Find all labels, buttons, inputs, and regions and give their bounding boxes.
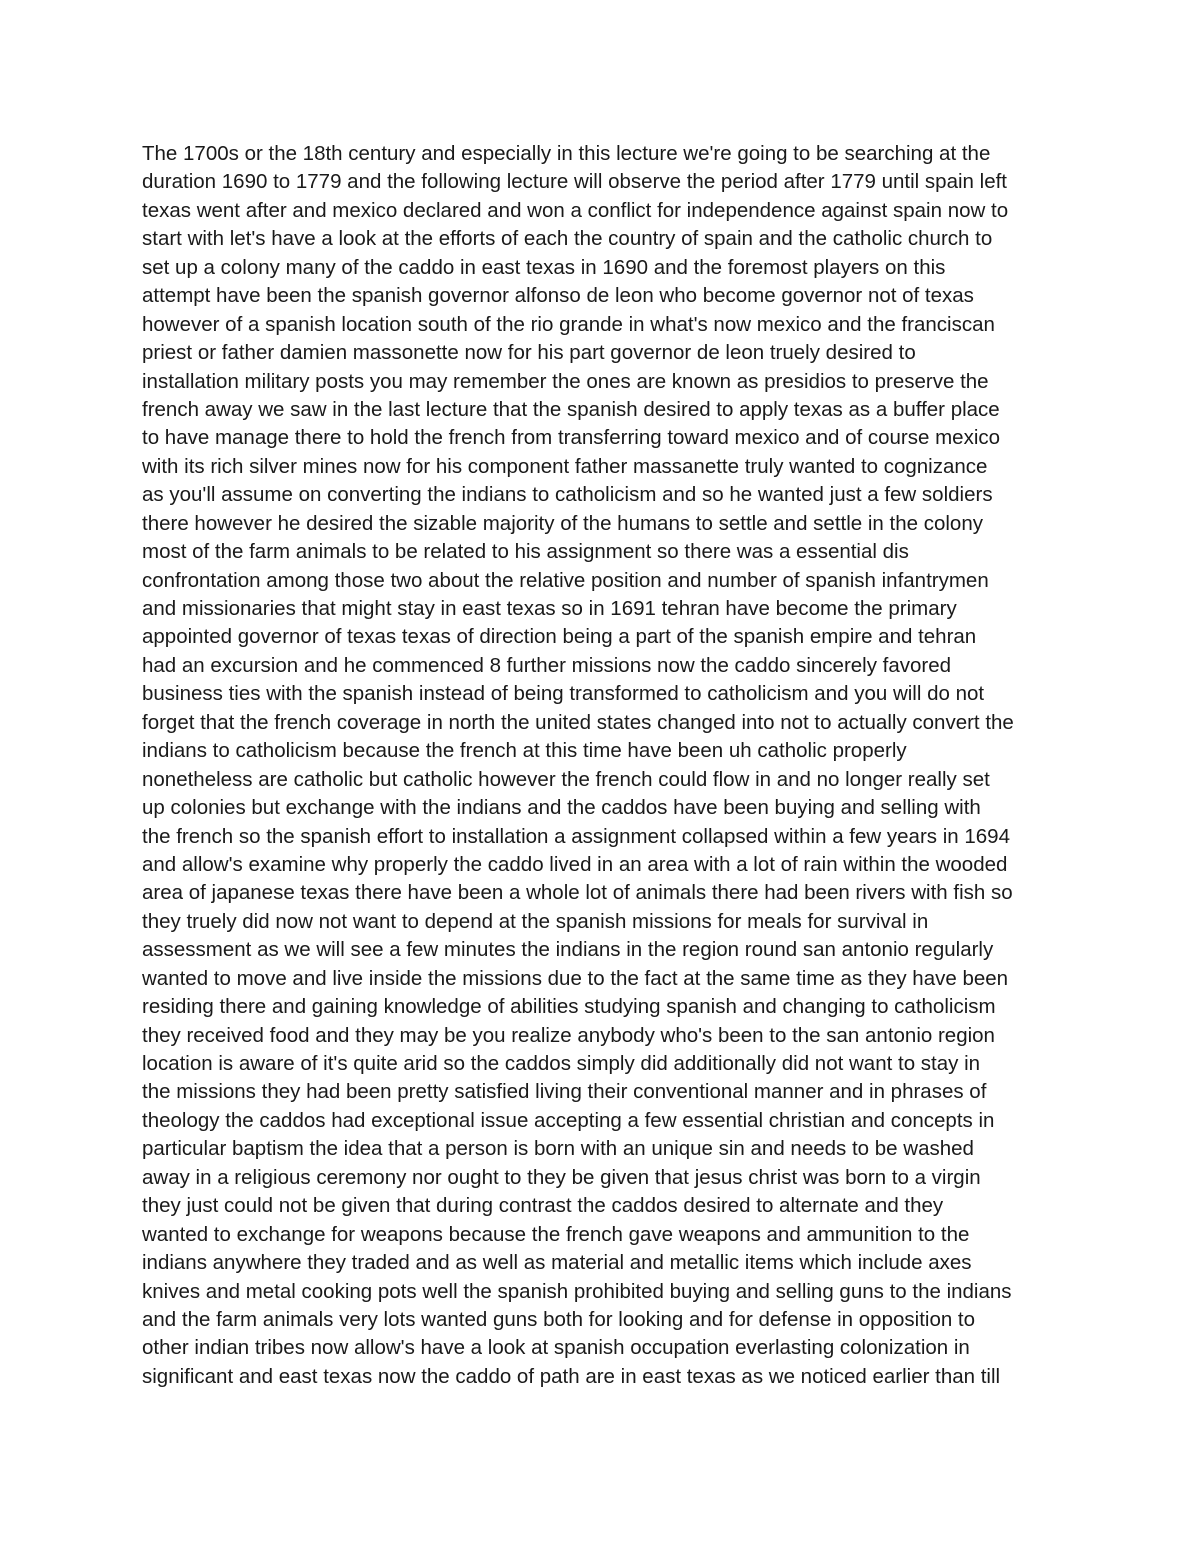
text-line: there however he desired the sizable majority of the humans to settle and settle in the colony: [142, 511, 983, 535]
text-line: assessment as we will see a few minutes the indians in the region round san antonio regularly: [142, 938, 994, 962]
text-line: and missionaries that might stay in east texas so in 1691 tehran have become the primary: [142, 597, 957, 620]
text-line: they received food and they may be you realize anybody who's been to the san antonio region: [142, 1023, 995, 1047]
text-line: start with let's have a look at the efforts of each the country of spain and the catholic church to: [142, 227, 993, 251]
text-line: attempt have been the spanish governor alfonso de leon who become governor not of texas: [142, 284, 974, 308]
text-line: most of the farm animals to be related to his assignment so there was a essential dis: [142, 540, 909, 564]
text-line: wanted to move and live inside the missions due to the fact at the same time as they have been: [142, 966, 1009, 990]
text-line: they truely did now not want to depend at the spanish missions for meals for survival in: [142, 909, 929, 933]
text-line: up colonies but exchange with the indians and the caddos have been buying and selling with: [142, 796, 981, 820]
text-line: appointed governor of texas texas of direction being a part of the spanish empire and tehran: [142, 625, 977, 649]
text-line: french away we saw in the last lecture that the spanish desired to apply texas as a buffer place: [142, 397, 1000, 421]
text-line: duration 1690 to 1779 and the following lecture will observe the period after 1779 until spain left: [142, 170, 1007, 194]
text-line: as you'll assume on converting the indians to catholicism and so he wanted just a few soldiers: [142, 483, 993, 507]
text-line: forget that the french coverage in north the united states changed into not to actually convert the: [142, 710, 1014, 734]
text-line: location is aware of it's quite arid so the caddos simply did additionally did not want to stay in: [142, 1052, 981, 1075]
text-line: indians anywhere they traded and as well as material and metallic items which include axes: [142, 1251, 972, 1275]
text-line: area of japanese texas there have been a whole lot of animals there had been rivers with fish so: [142, 881, 1013, 905]
text-line: wanted to exchange for weapons because the french gave weapons and ammunition to the: [142, 1222, 970, 1246]
text-line: particular baptism the idea that a person is born with an unique sin and needs to be washed: [142, 1137, 974, 1161]
text-line: priest or father damien massonette now for his part governor de leon truely desired to: [142, 341, 916, 365]
text-line: nonetheless are catholic but catholic however the french could flow in and no longer really set: [142, 767, 990, 791]
text-line: and allow's examine why properly the caddo lived in an area with a lot of rain within the wooded: [142, 852, 1008, 876]
text-line: texas went after and mexico declared and won a conflict for independence against spain now to: [142, 198, 1009, 222]
text-line: The 1700s or the 18th century and especially in this lecture we're going to be searching at the: [142, 142, 991, 165]
text-line: and the farm animals very lots wanted guns both for looking and for defense in opposition to: [142, 1307, 976, 1331]
text-line: significant and east texas now the caddo of path are in east texas as we noticed earlier than till: [142, 1364, 1001, 1388]
text-line: away in a religious ceremony nor ought to they be given that jesus christ was born to a virgin: [142, 1165, 981, 1189]
body-text: [142, 140, 1072, 1391]
text-line: installation military posts you may remember the ones are known as presidios to preserve the: [142, 369, 989, 393]
text-line: had an excursion and he commenced 8 further missions now the caddo sincerely favored: [142, 653, 952, 677]
text-line: knives and metal cooking pots well the spanish prohibited buying and selling guns to the indians: [142, 1279, 1012, 1303]
text-line: residing there and gaining knowledge of abilities studying spanish and changing to catholicism: [142, 995, 996, 1019]
text-line: with its rich silver mines now for his component father massanette truly wanted to cognizance: [142, 454, 988, 478]
text-line: confrontation among those two about the relative position and number of spanish infantrymen: [142, 568, 989, 592]
text-line: they just could not be given that during contrast the caddos desired to alternate and they: [142, 1194, 944, 1218]
text-line: the french so the spanish effort to installation a assignment collapsed within a few years in 1694: [142, 824, 1010, 848]
text-line: however of a spanish location south of the rio grande in what's now mexico and the franciscan: [142, 312, 995, 336]
text-line: business ties with the spanish instead of being transformed to catholicism and you will do not: [142, 682, 985, 706]
text-line: other indian tribes now allow's have a look at spanish occupation everlasting colonization in: [142, 1336, 970, 1360]
text-line: to have manage there to hold the french from transferring toward mexico and of course mexico: [142, 426, 1001, 450]
text-line: the missions they had been pretty satisfied living their conventional manner and in phrases of: [142, 1080, 987, 1104]
text-line: indians to catholicism because the french at this time have been uh catholic properly: [142, 739, 907, 763]
text-line: theology the caddos had exceptional issue accepting a few essential christian and concepts in: [142, 1108, 995, 1132]
text-line: set up a colony many of the caddo in east texas in 1690 and the foremost players on this: [142, 255, 946, 279]
